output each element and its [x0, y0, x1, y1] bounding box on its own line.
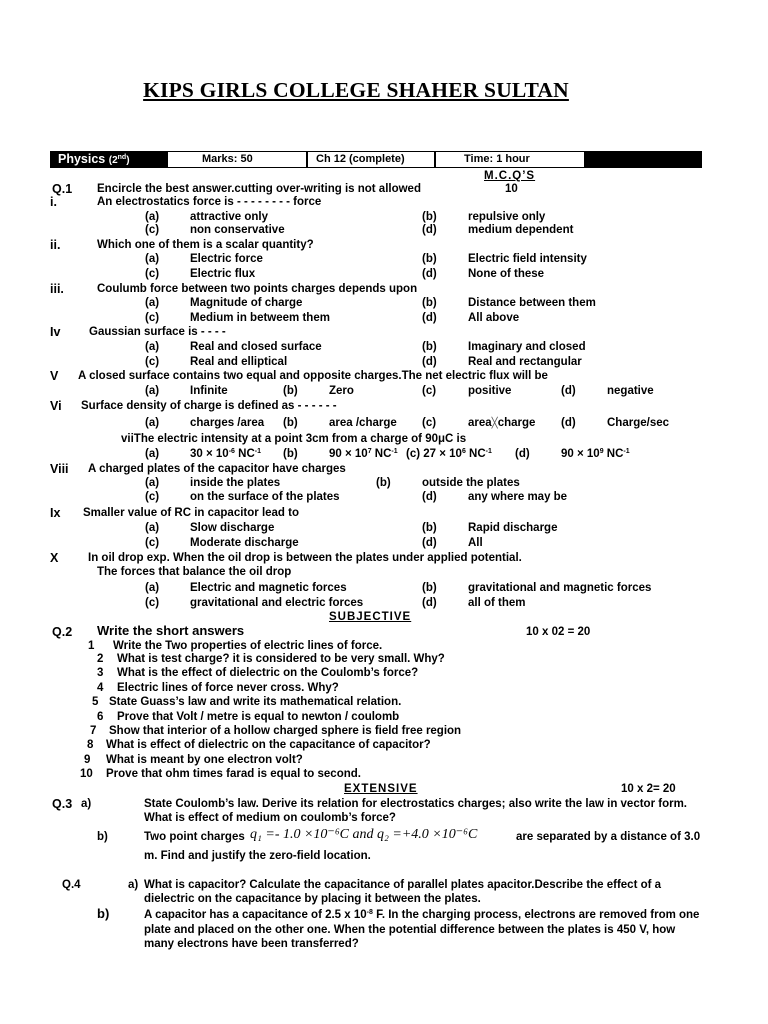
option-label: (a): [145, 417, 160, 429]
option-text: Charge/sec: [607, 417, 670, 429]
mcq-question-cont: The forces that balance the oil drop: [97, 566, 292, 578]
time-cell: Time: 1 hour: [436, 152, 584, 167]
option-text: None of these: [468, 268, 545, 280]
q1-label: Q.1: [52, 182, 73, 196]
option-text: All: [468, 537, 483, 549]
option-text: Zero: [329, 385, 354, 397]
q2-label: Q.2: [52, 625, 73, 639]
option-label: (d): [422, 224, 437, 236]
option-text: outside the plates: [422, 477, 520, 489]
option-label: (c): [145, 268, 160, 280]
option-label: (c): [422, 417, 437, 429]
q3-b-text: Two point charges: [144, 831, 245, 843]
option-text: Electric force: [190, 253, 263, 265]
option-label: (d): [422, 537, 437, 549]
subjective-heading: SUBJECTIVE: [329, 611, 412, 623]
option-label: (a): [145, 448, 160, 460]
short-q-number: 3: [97, 667, 104, 679]
option-text: charges /area: [190, 417, 265, 429]
q3-part-label: a): [81, 798, 92, 810]
mcq-question: Coulumb force between two points charges depends upon: [97, 283, 418, 295]
short-q-number: 8: [87, 739, 94, 751]
mcq-question: An electrostatics force is - - - - - - - - force: [97, 196, 322, 208]
q2-marks: 10 x 02 = 20: [526, 626, 591, 638]
option-text: Electric and magnetic forces: [190, 582, 347, 594]
option-text: inside the plates: [190, 477, 281, 489]
page-title: KIPS GIRLS COLLEGE SHAHER SULTAN: [143, 78, 569, 102]
option-text: area╳charge: [468, 417, 536, 429]
option-label: (c): [145, 312, 160, 324]
option-label: (b): [422, 211, 437, 223]
subject-label: Physics (2nd): [58, 152, 130, 166]
q3-b-text: m. Find and justify the zero-field location.: [144, 850, 371, 862]
option-label: (d): [422, 356, 437, 368]
option-label: (c): [145, 537, 160, 549]
option-text: Real and rectangular: [468, 356, 582, 368]
option-label: (a): [145, 341, 160, 353]
option-text: gravitational and magnetic forces: [468, 582, 652, 594]
q4-b-text: many electrons have been transferred?: [144, 938, 359, 950]
option-text: attractive only: [190, 211, 268, 223]
short-q-text: Prove that ohm times farad is equal to second.: [106, 768, 361, 780]
option-label: (d): [561, 385, 576, 397]
q4-part-label: a): [128, 879, 139, 891]
q3-a-text: State Coulomb’s law. Derive its relation for electrostatics charges; also write the law in vector form.: [144, 798, 687, 810]
option-text: non conservative: [190, 224, 285, 236]
chapter-cell: Ch 12 (complete): [308, 152, 434, 167]
extensive-heading: EXTENSIVE: [344, 783, 418, 795]
option-text: Slow discharge: [190, 522, 275, 534]
option-label: (a): [145, 211, 160, 223]
mcq-question: Which one of them is a scalar quantity?: [97, 239, 314, 251]
option-text: Moderate discharge: [190, 537, 299, 549]
short-q-text: Show that interior of a hollow charged sphere is field free region: [109, 725, 462, 737]
option-label: (b): [376, 477, 391, 489]
option-label: (c): [422, 385, 437, 397]
option-label: (d): [515, 448, 530, 460]
option-text: $30 \times 10^{-6}$ $NC^{-1}$: [190, 448, 261, 460]
mcq-number: Viii: [50, 462, 69, 476]
mcq-number: ii.: [50, 238, 61, 252]
option-label: (c): [145, 224, 160, 236]
q4-label: Q.4: [62, 879, 81, 891]
option-text: Electric field intensity: [468, 253, 587, 265]
short-q-text: What is meant by one electron volt?: [106, 754, 303, 766]
option-text: All above: [468, 312, 520, 324]
option-text: on the surface of the plates: [190, 491, 340, 503]
option-text: all of them: [468, 597, 526, 609]
q3-a-text: What is effect of medium on coulomb’s force?: [144, 812, 396, 824]
q4-a-text: dielectric on the capacitance by placing it between the plates.: [144, 893, 481, 905]
mcq-question: A charged plates of the capacitor have charges: [88, 463, 346, 475]
option-label: (c): [145, 491, 160, 503]
option-text: Electric flux: [190, 268, 256, 280]
option-text: Imaginary and closed: [468, 341, 586, 353]
short-q-number: 5: [92, 696, 99, 708]
short-q-number: 10: [80, 768, 93, 780]
option-label: (d): [561, 417, 576, 429]
extensive-marks: 10 x 2= 20: [621, 783, 676, 795]
option-text: (c) $27 \times 10^6$ $NC^{-1}$: [406, 448, 492, 460]
mcq-number: Vi: [50, 399, 62, 413]
option-label: (b): [422, 341, 437, 353]
q1-marks: 10: [505, 183, 518, 195]
option-text: medium dependent: [468, 224, 574, 236]
q4-b-text: A capacitor has a capacitance of 2.5 x $10^{-8}$ F. In the charging process, electrons are removed from one: [144, 909, 700, 921]
mcq-question: Smaller value of RC in capacitor lead to: [83, 507, 300, 519]
q4-part-label: b): [97, 906, 110, 921]
q4-b-text: plate and placed on the other one. When the potential difference between the plates is 450 V, how: [144, 924, 676, 936]
mcq-heading: M.C.Q’S: [484, 170, 536, 182]
mcq-question: Gaussian surface is - - - -: [89, 326, 226, 338]
q3-part-label: b): [97, 831, 108, 843]
option-label: (b): [422, 522, 437, 534]
option-text: negative: [607, 385, 654, 397]
short-q-text: What is the effect of dielectric on the Coulomb’s force?: [117, 667, 419, 679]
mcq-question: viiThe electric intensity at a point 3cm from a charge of 90μC is: [121, 433, 467, 445]
option-label: (a): [145, 297, 160, 309]
mcq-question: A closed surface contains two equal and opposite charges.The net electric flux will be: [78, 370, 548, 382]
mcq-number: X: [50, 551, 59, 565]
option-label: (b): [283, 417, 298, 429]
short-q-number: 6: [97, 711, 104, 723]
mcq-number: iii.: [50, 282, 64, 296]
option-text: area /charge: [329, 417, 397, 429]
q2-instruction: Write the short answers: [97, 623, 245, 638]
option-text: any where may be: [468, 491, 568, 503]
option-text: Rapid discharge: [468, 522, 558, 534]
q3-label: Q.3: [52, 797, 73, 811]
q3-b-text: are separated by a distance of 3.0: [516, 831, 701, 843]
option-text: repulsive only: [468, 211, 546, 223]
option-label: (b): [422, 253, 437, 265]
option-label: (b): [283, 385, 298, 397]
cross-symbol: ╳: [491, 418, 498, 429]
option-label: (d): [422, 597, 437, 609]
short-q-number: 2: [97, 653, 104, 665]
option-label: (c): [145, 597, 160, 609]
option-label: (b): [283, 448, 298, 460]
option-text: Magnitude of charge: [190, 297, 303, 309]
short-q-text: Electric lines of force never cross. Why?: [117, 682, 339, 694]
short-q-text: State Guass’s law and write its mathematical relation.: [109, 696, 402, 708]
short-q-text: What is test charge? it is considered to be very small. Why?: [117, 653, 445, 665]
option-label: (d): [422, 312, 437, 324]
mcq-number: V: [50, 369, 59, 383]
mcq-number: i.: [50, 195, 57, 209]
option-label: (a): [145, 253, 160, 265]
option-label: (a): [145, 385, 160, 397]
option-text: $90 \times 10^9$ $NC^{-1}$: [561, 448, 630, 460]
option-label: (a): [145, 477, 160, 489]
q4-a-text: What is capacitor? Calculate the capacitance of parallel plates apacitor.Describe the effect of a: [144, 879, 662, 891]
q3-b-formula: q₁ =- 1.0 ×10⁻⁶C and q₂ =+4.0 ×10⁻⁶C: [250, 827, 478, 842]
option-label: (b): [422, 297, 437, 309]
option-label: (c): [145, 356, 160, 368]
short-q-text: Prove that Volt / metre is equal to newton / coulomb: [117, 711, 400, 723]
short-q-number: 1: [88, 640, 95, 652]
short-q-number: 7: [90, 725, 97, 737]
option-label: (b): [422, 582, 437, 594]
q1-instruction: Encircle the best answer.cutting over-writing is not allowed: [97, 183, 421, 195]
short-q-text: What is effect of dielectric on the capacitance of capacitor?: [106, 739, 431, 751]
option-text: Real and closed surface: [190, 341, 322, 353]
option-text: Medium in betweem them: [190, 312, 330, 324]
short-q-number: 4: [97, 682, 104, 694]
option-label: (a): [145, 582, 160, 594]
mcq-number: Ix: [50, 506, 61, 520]
option-text: $90 \times 10^7$ $NC^{-1}$: [329, 448, 398, 460]
marks-cell: Marks: 50: [168, 152, 306, 167]
option-text: Distance between them: [468, 297, 596, 309]
mcq-question: Surface density of charge is defined as - - - - - -: [81, 400, 337, 412]
option-label: (d): [422, 268, 437, 280]
option-text: positive: [468, 385, 512, 397]
option-label: (a): [145, 522, 160, 534]
option-text: Real and elliptical: [190, 356, 288, 368]
mcq-question: In oil drop exp. When the oil drop is between the plates under applied potential.: [88, 552, 522, 564]
option-label: (d): [422, 491, 437, 503]
option-text: gravitational and electric forces: [190, 597, 364, 609]
option-text: Infinite: [190, 385, 228, 397]
mcq-number: Iv: [50, 325, 61, 339]
short-q-text: Write the Two properties of electric lines of force.: [113, 640, 383, 652]
short-q-number: 9: [84, 754, 91, 766]
